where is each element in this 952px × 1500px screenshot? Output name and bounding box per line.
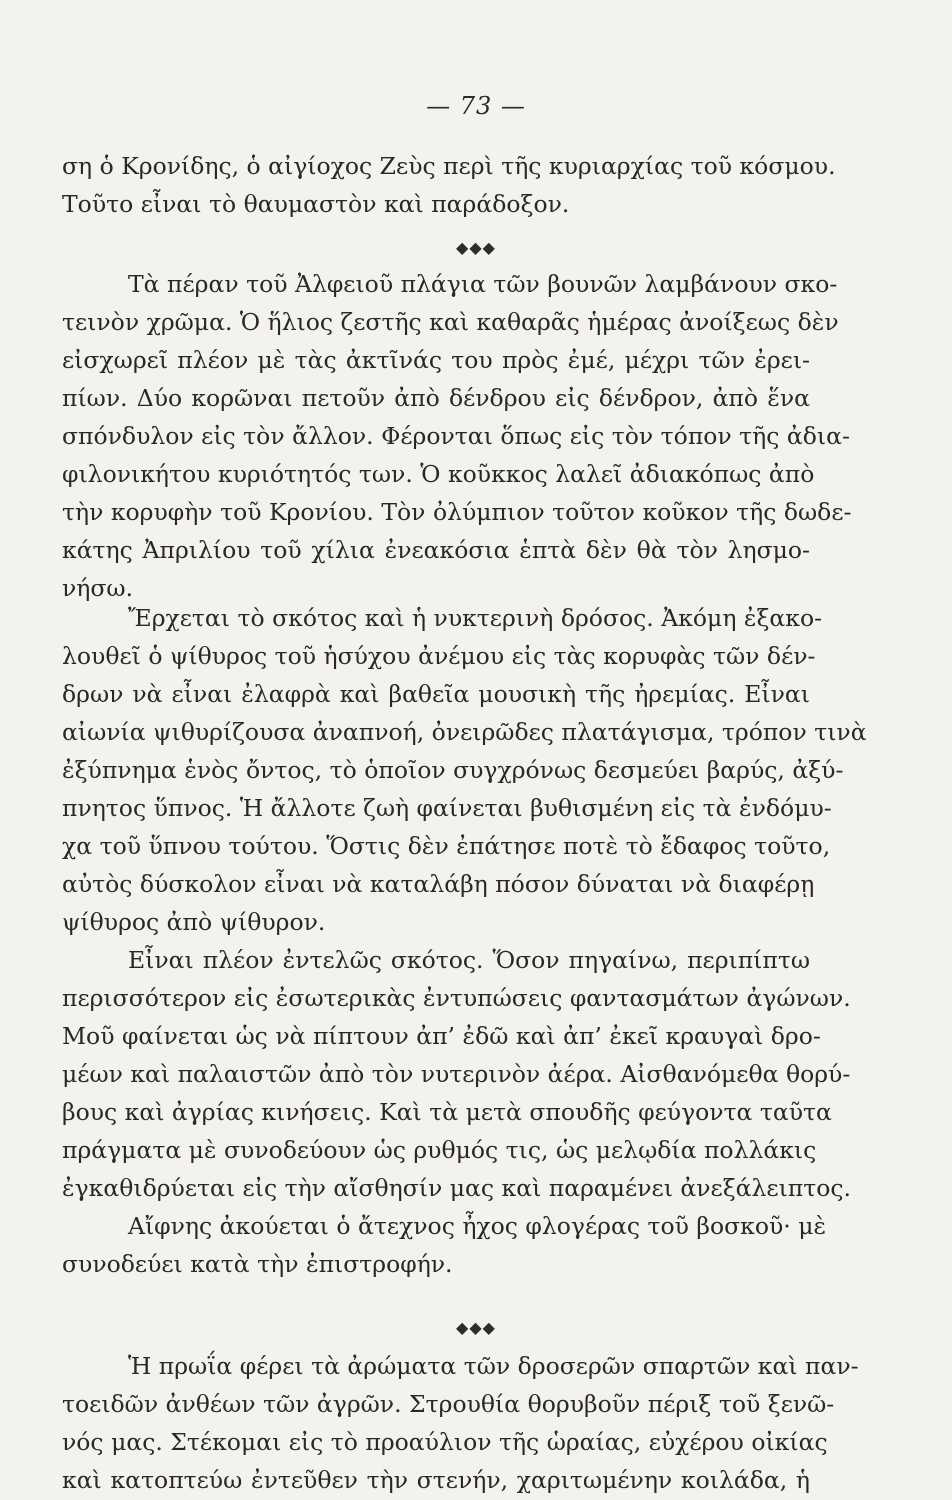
text-line: Μοῦ φαίνεται ὡς νὰ πίπτουν ἀπ’ ἐδῶ καὶ ἀπ’ ἐκεῖ κραυγαὶ δρο- — [62, 1022, 821, 1050]
text-line: νός μας. Στέκομαι εἰς τὸ προαύλιον τῆς ὡραίας, εὐχέρου οἰκίας — [62, 1428, 828, 1456]
text-line: κάτης Ἀπριλίου τοῦ χίλια ἐνεακόσια ἑπτὰ δὲν θὰ τὸν λησμο- — [62, 536, 810, 564]
text-line: πράγματα μὲ συνοδεύουν ὡς ρυθμός τις, ὡς μελῳδία πολλάκις — [62, 1136, 817, 1164]
text-line: Τοῦτο εἶναι τὸ θαυμαστὸν καὶ παράδοξον. — [62, 190, 570, 218]
text-line: ἐγκαθιδρύεται εἰς τὴν αἴσθησίν μας καὶ παραμένει ἀνεξάλειπτος. — [62, 1174, 852, 1202]
text-line: αὐτὸς δύσκολον εἶναι νὰ καταλάβη πόσον δύναται νὰ διαφέρῃ — [62, 870, 815, 898]
text-line: τὴν κορυφὴν τοῦ Κρονίου. Τὸν ὀλύμπιον τοῦτον κοῦκον τῆς δωδε- — [62, 498, 852, 526]
section-separator-ornament: ◆◆◆ — [456, 1318, 496, 1337]
text-line: εἰσχωρεῖ πλέον μὲ τὰς ἀκτῖνάς του πρὸς ἐμέ, μέχρι τῶν ἐρει- — [62, 346, 810, 374]
section-separator-ornament: ◆◆◆ — [456, 238, 496, 257]
text-line: Ἔρχεται τὸ σκότος καὶ ἡ νυκτερινὴ δρόσος. Ἀκόμη ἐξακο- — [128, 604, 823, 632]
text-line: καὶ κατοπτεύω ἐντεῦθεν τὴν στενήν, χαριτωμένην κοιλάδα, ἡ — [62, 1466, 810, 1494]
text-line: Αἴφνης ἀκούεται ὁ ἄτεχνος ἦχος φλογέρας τοῦ βοσκοῦ· μὲ — [128, 1212, 827, 1240]
text-line: φιλονικήτου κυριότητός των. Ὁ κοῦκκος λαλεῖ ἀδιακόπως ἀπὸ — [62, 460, 815, 488]
text-line: Εἶναι πλέον ἐντελῶς σκότος. Ὅσον πηγαίνω, περιπίπτω — [128, 946, 810, 974]
text-line: πίων. Δύο κορῶναι πετοῦν ἀπὸ δένδρου εἰς δένδρον, ἀπὸ ἕνα — [62, 384, 810, 412]
text-line: λουθεῖ ὁ ψίθυρος τοῦ ἡσύχου ἀνέμου εἰς τὰς κορυφὰς τῶν δέν- — [62, 642, 816, 670]
text-line: τοειδῶν ἀνθέων τῶν ἀγρῶν. Στρουθία θορυβοῦν πέριξ τοῦ ξενῶ- — [62, 1390, 835, 1418]
text-line: χα τοῦ ὕπνου τούτου. Ὅστις δὲν ἐπάτησε ποτὲ τὸ ἔδαφος τοῦτο, — [62, 832, 831, 860]
text-line: τεινὸν χρῶμα. Ὁ ἥλιος ζεστῆς καὶ καθαρᾶς ἡμέρας ἀνοίξεως δὲν — [62, 308, 839, 336]
text-line: ἐξύπνημα ἑνὸς ὄντος, τὸ ὁποῖον συγχρόνως δεσμεύει βαρύς, ἀξύ- — [62, 756, 844, 784]
text-line: πνητος ὕπνος. Ἡ ἄλλοτε ζωὴ φαίνεται βυθισμένη εἰς τὰ ἐνδόμυ- — [62, 794, 832, 822]
page-number: — 73 — — [426, 92, 526, 120]
text-line: Ἡ πρωΐα φέρει τὰ ἀρώματα τῶν δροσερῶν σπαρτῶν καὶ παν- — [128, 1352, 859, 1380]
text-line: αἰωνία ψιθυρίζουσα ἀναπνοή, ὀνειρῶδες πλατάγισμα, τρόπον τινὰ — [62, 718, 867, 746]
text-line: ση ὁ Κρονίδης, ὁ αἰγίοχος Ζεὺς περὶ τῆς κυριαρχίας τοῦ κόσμου. — [62, 152, 836, 180]
text-line: μέων καὶ παλαιστῶν ἀπὸ τὸν νυτερινὸν ἀέρα. Αἰσθανόμεθα θορύ- — [62, 1060, 851, 1088]
text-line: Τὰ πέραν τοῦ Ἀλφειοῦ πλάγια τῶν βουνῶν λαμβάνουν σκο- — [128, 270, 838, 298]
text-line: βους καὶ ἀγρίας κινήσεις. Καὶ τὰ μετὰ σπουδῆς φεύγοντα ταῦτα — [62, 1098, 832, 1126]
text-line: ψίθυρος ἀπὸ ψίθυρον. — [62, 908, 326, 936]
text-line: συνοδεύει κατὰ τὴν ἐπιστροφήν. — [62, 1250, 453, 1278]
text-line: σπόνδυλον εἰς τὸν ἄλλον. Φέρονται ὅπως εἰς τὸν τόπον τῆς ἀδια- — [62, 422, 850, 450]
text-line: νήσω. — [62, 574, 134, 602]
text-line: περισσότερον εἰς ἐσωτερικὰς ἐντυπώσεις φαντασμάτων ἀγώνων. — [62, 984, 851, 1012]
text-line: δρων νὰ εἶναι ἐλαφρὰ καὶ βαθεῖα μουσικὴ τῆς ἠρεμίας. Εἶναι — [62, 680, 810, 708]
